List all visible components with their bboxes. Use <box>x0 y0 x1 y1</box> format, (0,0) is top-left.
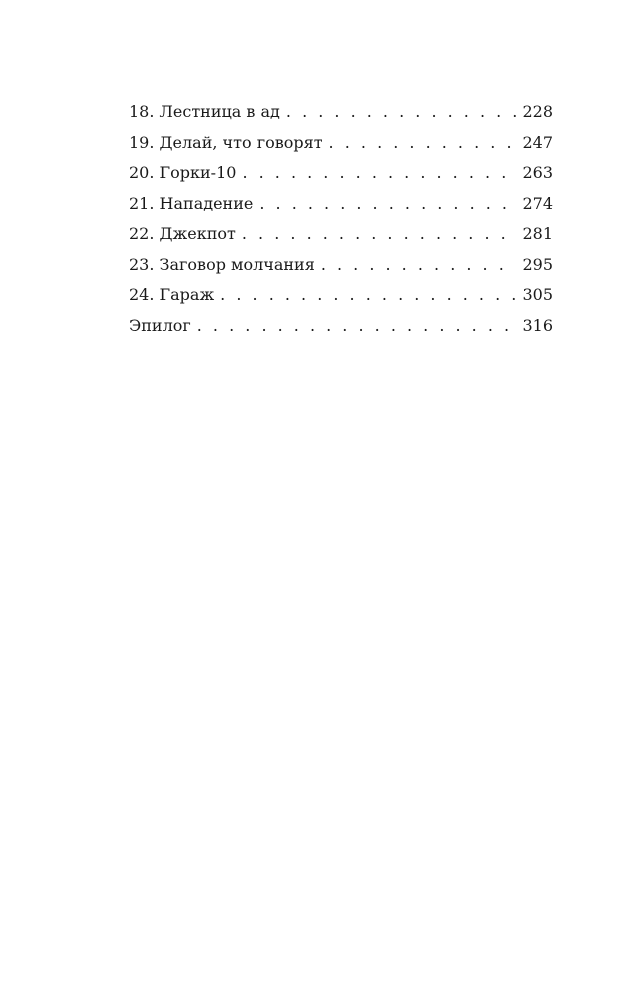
toc-entry-title: 19. Делай, что говорят <box>129 132 323 152</box>
toc-dot-leader <box>329 133 517 152</box>
toc-entry <box>129 255 553 286</box>
toc-entry <box>129 133 553 164</box>
toc-entry <box>129 224 553 255</box>
toc-dot-leader <box>197 316 517 335</box>
toc-dot-leader <box>220 285 516 304</box>
toc-entry-title: 20. Горки-10 <box>129 163 237 182</box>
toc-entry-page: 274 <box>522 193 553 213</box>
toc-entry-title: 23. Заговор молчания <box>129 254 315 274</box>
toc-entry-page: 281 <box>522 224 553 243</box>
toc-entry-title: Эпилог <box>129 315 191 335</box>
toc-entry <box>129 102 553 133</box>
toc-dot-leader <box>242 224 517 243</box>
toc-entry <box>129 163 553 194</box>
toc-entry-page: 295 <box>522 254 553 274</box>
toc-entry <box>129 316 553 347</box>
toc-entry-page: 247 <box>522 132 553 152</box>
toc-dot-leader <box>242 163 516 182</box>
toc-entry-title: 18. Лестница в ад <box>129 102 280 121</box>
table-of-contents <box>129 102 553 346</box>
toc-entry-page: 263 <box>522 163 553 182</box>
toc-entry-page: 305 <box>522 285 553 304</box>
toc-entry-page: 228 <box>522 102 553 121</box>
toc-dot-leader <box>321 255 517 274</box>
toc-dot-leader <box>259 194 516 213</box>
toc-entry-page: 316 <box>522 315 553 335</box>
toc-entry <box>129 194 553 225</box>
toc-dot-leader <box>286 102 517 121</box>
toc-entry-title: 24. Гараж <box>129 285 215 304</box>
toc-entry-title: 21. Нападение <box>129 193 254 213</box>
toc-entry <box>129 285 553 316</box>
toc-entry-title: 22. Джекпот <box>129 224 236 243</box>
